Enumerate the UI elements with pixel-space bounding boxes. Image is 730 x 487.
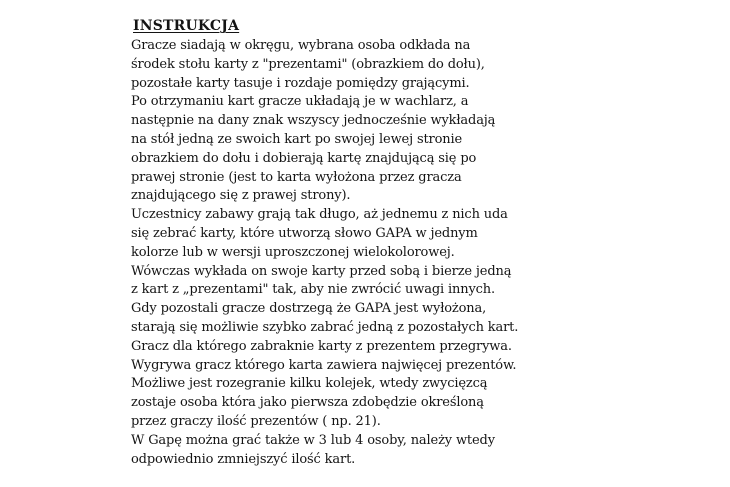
instruction-text [131,37,721,469]
text-line: starają się możliwie szybko zabrać jedną z pozostałych kart. [131,319,519,335]
text-line: W Gapę można grać także w 3 lub 4 osoby, należy wtedy [131,432,495,448]
text-line: Wygrywa gracz którego karta zawiera najwięcej prezentów. [131,357,517,373]
instruction-block [131,18,721,469]
text-line: Uczestnicy zabawy grają tak długo, aż jednemu z nich uda [131,207,508,223]
text-line: Wówczas wykłada on swoje karty przed sobą i bierze jedną [131,263,512,279]
text-line: Możliwe jest rozegranie kilku kolejek, wtedy zwycięzcą [131,376,488,392]
text-line: Po otrzymaniu kart gracze układają je w wachlarz, a [131,94,469,110]
text-line: następnie na dany znak wszyscy jednocześnie wykładają [131,113,496,129]
text-line: przez graczy ilość prezentów ( np. 21). [131,413,381,429]
text-line: się zebrać karty, które utworzą słowo GAPA w jednym [131,225,478,241]
text-line: z kart z „prezentami" tak, aby nie zwrócić uwagi innych. [131,282,495,298]
text-line: środek stołu karty z "prezentami" (obrazkiem do dołu), [131,56,485,72]
document-title: INSTRUKCJA [133,18,240,34]
text-line: prawej stronie (jest to karta wyłożona przez gracza [131,169,462,185]
text-line: Gracze siadają w okręgu, wybrana osoba odkłada na [131,38,471,53]
text-line: na stół jedną ze swoich kart po swojej lewej stronie [131,131,463,147]
text-line: Gdy pozostali gracze dostrzegą że GAPA jest wyłożona, [131,301,487,317]
text-line: obrazkiem do dołu i dobierają kartę znajdującą się po [131,150,477,166]
text-line: pozostałe karty tasuje i rozdaje pomiędzy grającymi. [131,75,470,91]
text-line: Gracz dla którego zabraknie karty z prezentem przegrywa. [131,338,512,354]
text-line: odpowiednio zmniejszyć ilość kart. [131,451,356,467]
text-line: kolorze lub w wersji uproszczonej wielokolorowej. [131,244,455,260]
text-line: zostaje osoba która jako pierwsza zdobędzie określoną [131,395,484,411]
text-line: znajdującego się z prawej strony). [131,188,351,204]
